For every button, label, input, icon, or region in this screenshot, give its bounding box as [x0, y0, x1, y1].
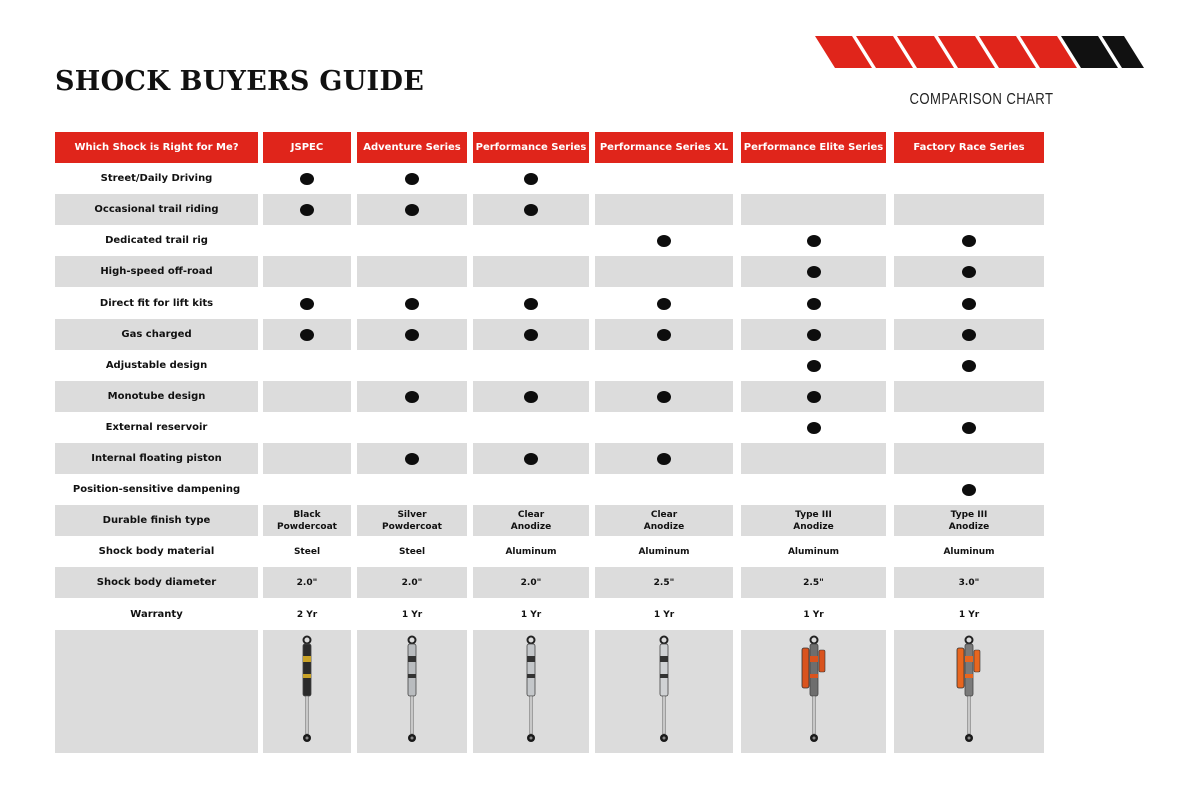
table-cell: [473, 505, 589, 536]
row-label: Monotube design: [55, 381, 258, 412]
column-header: Factory Race Series: [894, 132, 1044, 163]
table-cell: [357, 412, 467, 443]
cell-text: 1 Yr: [803, 609, 824, 620]
table-cell: [473, 319, 589, 350]
row-label: Dedicated trail rig: [105, 234, 208, 246]
cell-text: Aluminum: [787, 546, 840, 557]
adventure-shock-image: [392, 634, 432, 749]
table-cell: [894, 536, 1044, 567]
table-cell: [263, 163, 351, 194]
check-dot-icon: [657, 391, 671, 403]
table-cell: [741, 319, 886, 350]
shock-image-cell: [741, 630, 886, 753]
table-cell: [357, 443, 467, 474]
check-dot-icon: [962, 329, 976, 341]
table-cell: [473, 599, 589, 630]
row-label: Adjustable design: [105, 359, 208, 371]
cell-text: 1 Yr: [520, 609, 542, 620]
table-cell: [595, 567, 733, 598]
table-row: [55, 350, 1044, 381]
table-cell: [357, 288, 467, 319]
table-cell: [473, 288, 589, 319]
row-label: High-speed off-road: [55, 256, 258, 287]
page-subtitle: COMPARISON CHART: [909, 91, 1054, 108]
table-cell: [263, 599, 351, 630]
check-dot-icon: [657, 329, 671, 341]
check-dot-icon: [807, 360, 821, 372]
table-cell: [741, 194, 886, 225]
table-cell: [894, 194, 1044, 225]
row-label: Warranty: [130, 608, 183, 620]
table-cell: [595, 256, 733, 287]
factory-race-shock-image: [949, 634, 989, 749]
row-label: Position-sensitive dampening: [72, 483, 241, 495]
performance-elite-shock-image: [794, 634, 834, 749]
check-dot-icon: [962, 298, 976, 310]
table-cell: [894, 599, 1044, 630]
row-label: Internal floating piston: [55, 443, 258, 474]
check-dot-icon: [962, 266, 976, 278]
table-row: [55, 474, 1044, 505]
check-dot-icon: [405, 173, 419, 185]
cell-text: 3.0": [958, 577, 980, 588]
header-question: Which Shock is Right for Me?: [55, 132, 258, 163]
cell-text: Black Powdercoat: [277, 509, 337, 532]
cell-text: Steel: [398, 546, 426, 557]
cell-text: Type III Anodize: [948, 509, 990, 532]
table-cell: [357, 256, 467, 287]
table-cell: [263, 225, 351, 256]
shock-image-cell: [595, 630, 733, 753]
cell-text: 1 Yr: [401, 609, 423, 620]
table-row: [55, 505, 1044, 536]
cell-text: Aluminum: [505, 546, 557, 557]
check-dot-icon: [657, 298, 671, 310]
table-row: [55, 443, 1044, 474]
table-cell: [595, 599, 733, 630]
row-label: Shock body diameter: [55, 567, 258, 598]
cell-text: Silver Powdercoat: [382, 509, 442, 532]
column-header: Performance Series XL: [595, 132, 733, 163]
table-cell: [595, 536, 733, 567]
table-cell: [357, 567, 467, 598]
table-row: [55, 412, 1044, 443]
performance-xl-shock-image: [644, 634, 684, 749]
table-cell: [741, 256, 886, 287]
check-dot-icon: [807, 422, 821, 434]
check-dot-icon: [524, 329, 538, 341]
table-cell: [263, 567, 351, 598]
row-label: Street/Daily Driving: [100, 172, 213, 184]
jspec-shock-image: [287, 634, 327, 749]
table-cell: [357, 599, 467, 630]
check-dot-icon: [300, 329, 314, 341]
column-header: Performance Elite Series: [741, 132, 886, 163]
table-cell: [473, 350, 589, 381]
table-cell: [473, 536, 589, 567]
check-dot-icon: [657, 453, 671, 465]
table-cell: [595, 412, 733, 443]
table-row: [55, 225, 1044, 256]
table-cell: [894, 319, 1044, 350]
table-cell: [595, 163, 733, 194]
table-cell: [894, 567, 1044, 598]
table-cell: [263, 288, 351, 319]
table-cell: [894, 350, 1044, 381]
shock-image-cell: [357, 630, 467, 753]
check-dot-icon: [807, 266, 821, 278]
check-dot-icon: [300, 173, 314, 185]
cell-text: 2.5": [803, 577, 824, 588]
table-cell: [263, 256, 351, 287]
check-dot-icon: [524, 391, 538, 403]
column-header: Performance Series: [473, 132, 589, 163]
table-cell: [595, 381, 733, 412]
table-cell: [357, 536, 467, 567]
table-cell: [894, 412, 1044, 443]
row-label: Gas charged: [55, 319, 258, 350]
table-cell: [263, 474, 351, 505]
check-dot-icon: [405, 453, 419, 465]
column-header: Adventure Series: [357, 132, 467, 163]
check-dot-icon: [524, 453, 538, 465]
row-label: Durable finish type: [55, 505, 258, 536]
cell-text: Clear Anodize: [643, 509, 685, 532]
table-cell: [473, 474, 589, 505]
page-title: SHOCK BUYERS GUIDE: [55, 66, 425, 97]
shock-image-cell: [263, 630, 351, 753]
check-dot-icon: [405, 329, 419, 341]
table-cell: [741, 567, 886, 598]
table-cell: [595, 474, 733, 505]
performance-shock-image: [511, 634, 551, 749]
table-cell: [473, 225, 589, 256]
cell-text: 2 Yr: [296, 609, 318, 620]
table-cell: [263, 412, 351, 443]
table-cell: [595, 194, 733, 225]
table-cell: [741, 412, 886, 443]
cell-text: Clear Anodize: [510, 509, 552, 532]
check-dot-icon: [962, 422, 976, 434]
table-cell: [473, 194, 589, 225]
table-cell: [741, 474, 886, 505]
table-cell: [741, 536, 886, 567]
table-row: [55, 288, 1044, 319]
header-row: [55, 132, 1044, 163]
row-label: Shock body material: [98, 545, 215, 557]
table-cell: [263, 319, 351, 350]
table-cell: [741, 288, 886, 319]
table-cell: [357, 225, 467, 256]
shock-image-cell: [894, 630, 1044, 753]
check-dot-icon: [807, 391, 821, 403]
table-cell: [894, 505, 1044, 536]
cell-text: Aluminum: [638, 546, 690, 557]
check-dot-icon: [657, 235, 671, 247]
row-label: External reservoir: [105, 421, 208, 433]
check-dot-icon: [807, 329, 821, 341]
check-dot-icon: [962, 360, 976, 372]
check-dot-icon: [300, 298, 314, 310]
image-row: [55, 630, 1044, 753]
table-cell: [741, 350, 886, 381]
table-cell: [263, 381, 351, 412]
table-row: [55, 381, 1044, 412]
image-row-label: [55, 630, 258, 753]
table-cell: [595, 225, 733, 256]
table-cell: [894, 474, 1044, 505]
check-dot-icon: [962, 484, 976, 496]
check-dot-icon: [524, 204, 538, 216]
decorative-stripes: [810, 34, 1150, 70]
check-dot-icon: [405, 391, 419, 403]
column-header: JSPEC: [263, 132, 351, 163]
cell-text: 1 Yr: [958, 609, 980, 620]
check-dot-icon: [962, 235, 976, 247]
table-cell: [741, 381, 886, 412]
table-row: [55, 163, 1044, 194]
row-label: Direct fit for lift kits: [99, 297, 214, 309]
table-row: [55, 194, 1044, 225]
table-row: [55, 256, 1044, 287]
table-row: [55, 319, 1044, 350]
table-cell: [357, 505, 467, 536]
check-dot-icon: [524, 173, 538, 185]
table-cell: [357, 381, 467, 412]
table-cell: [263, 505, 351, 536]
table-cell: [741, 163, 886, 194]
table-cell: [595, 443, 733, 474]
check-dot-icon: [300, 204, 314, 216]
table-row: [55, 599, 1044, 630]
check-dot-icon: [405, 298, 419, 310]
table-cell: [894, 256, 1044, 287]
table-cell: [357, 350, 467, 381]
table-cell: [357, 163, 467, 194]
table-cell: [595, 505, 733, 536]
cell-text: Aluminum: [943, 546, 995, 557]
table-cell: [473, 256, 589, 287]
check-dot-icon: [405, 204, 419, 216]
table-cell: [357, 319, 467, 350]
table-cell: [741, 225, 886, 256]
table-cell: [595, 288, 733, 319]
cell-text: 2.5": [653, 577, 675, 588]
table-cell: [741, 443, 886, 474]
table-cell: [473, 567, 589, 598]
table-cell: [894, 381, 1044, 412]
table-cell: [595, 319, 733, 350]
check-dot-icon: [807, 235, 821, 247]
table-cell: [894, 443, 1044, 474]
check-dot-icon: [807, 298, 821, 310]
shock-image-cell: [473, 630, 589, 753]
table-cell: [894, 163, 1044, 194]
cell-text: Type III Anodize: [793, 509, 834, 532]
table-cell: [473, 443, 589, 474]
table-cell: [473, 412, 589, 443]
table-cell: [741, 599, 886, 630]
cell-text: 2.0": [401, 577, 423, 588]
table-cell: [263, 443, 351, 474]
cell-text: 2.0": [296, 577, 318, 588]
cell-text: 2.0": [520, 577, 542, 588]
table-row: [55, 567, 1044, 598]
table-cell: [357, 194, 467, 225]
table-cell: [894, 225, 1044, 256]
table-cell: [595, 350, 733, 381]
table-cell: [357, 474, 467, 505]
table-cell: [473, 381, 589, 412]
cell-text: 1 Yr: [653, 609, 675, 620]
check-dot-icon: [524, 298, 538, 310]
table-cell: [263, 194, 351, 225]
cell-text: Steel: [293, 546, 321, 557]
row-label: Occasional trail riding: [55, 194, 258, 225]
table-cell: [263, 350, 351, 381]
table-cell: [741, 505, 886, 536]
table-cell: [894, 288, 1044, 319]
table-row: [55, 536, 1044, 567]
table-cell: [473, 163, 589, 194]
table-cell: [263, 536, 351, 567]
